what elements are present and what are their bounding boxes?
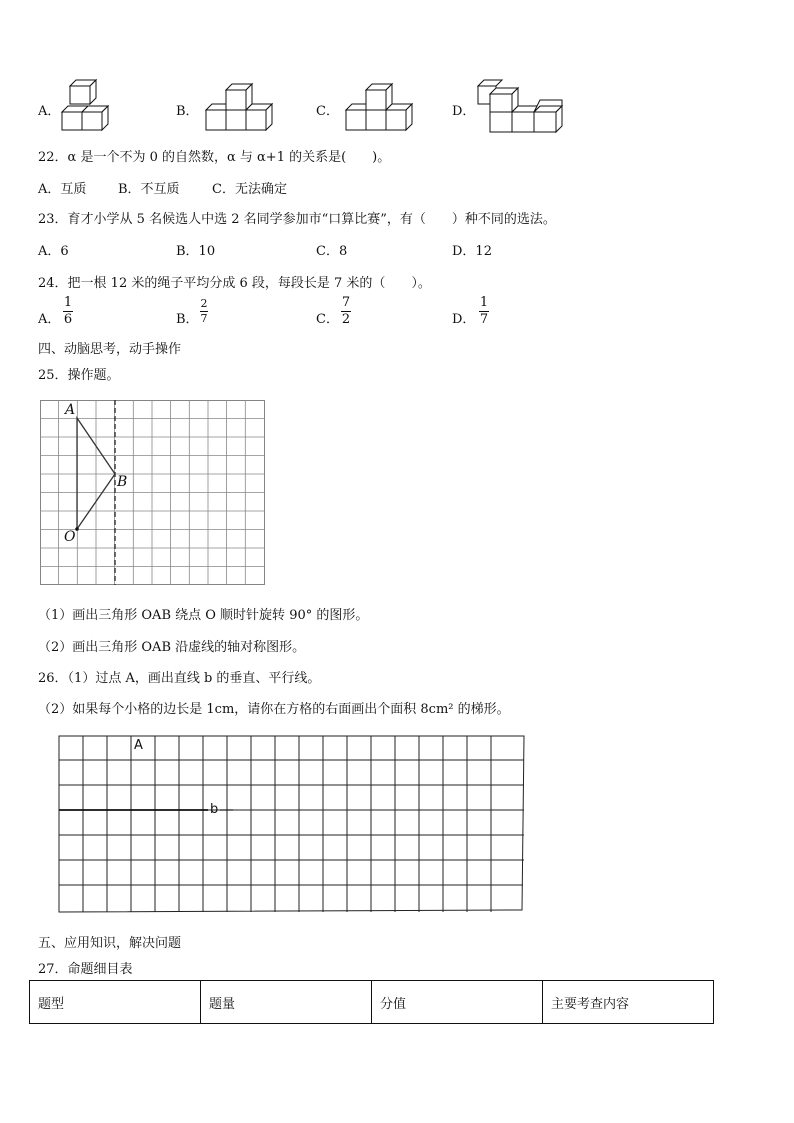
q25-sub2: （2）画出三角形 OAB 沿虚线的轴对称图形。 bbox=[38, 640, 306, 655]
q26-grid-lines bbox=[59, 736, 524, 912]
q24-option-d-label: D． bbox=[452, 312, 476, 327]
q23-option-d: D．12 bbox=[452, 244, 492, 259]
q25-grid-lines bbox=[40, 400, 265, 585]
q25-label-a: A bbox=[65, 402, 76, 418]
q23-option-a: A．6 bbox=[38, 244, 69, 259]
q24-option-a-fraction bbox=[63, 296, 73, 327]
q21-option-d-cubes bbox=[474, 78, 570, 136]
q24-option-b-label: B． bbox=[176, 312, 199, 327]
q24-option-a-label: A． bbox=[38, 312, 61, 327]
q25-label-o: O bbox=[64, 529, 76, 545]
q24-option-c-fraction bbox=[341, 296, 351, 327]
table-header-cell: 题型 bbox=[30, 981, 201, 1024]
q23-option-b: B．10 bbox=[176, 244, 216, 259]
section-four-heading: 四、动脑思考，动手操作 bbox=[38, 342, 182, 357]
denominator: 7 bbox=[479, 312, 489, 327]
denominator: 7 bbox=[200, 312, 208, 325]
q24-option-d-fraction bbox=[479, 296, 489, 327]
q23-question: 23．育才小学从 5 名候选人中选 2 名同学参加市“口算比赛”，有（ ）种不同的选法。 bbox=[38, 212, 556, 227]
q26-sub1: 26．（1）过点 A，画出直线 b 的垂直、平行线。 bbox=[38, 671, 321, 686]
q21-option-c-cubes bbox=[344, 84, 414, 134]
q21-option-b-label: B． bbox=[176, 104, 199, 119]
q24-option-c-label: C． bbox=[316, 312, 339, 327]
q23-option-c: C．8 bbox=[316, 244, 348, 259]
q22-question: 22．α 是一个不为 0 的自然数，α 与 α+1 的关系是( )。 bbox=[38, 150, 391, 165]
q21-option-a-label: A． bbox=[38, 104, 61, 119]
q21-option-c-label: C． bbox=[316, 104, 339, 119]
table-header-cell: 分值 bbox=[372, 981, 543, 1024]
table-header-cell: 主要考查内容 bbox=[543, 981, 714, 1024]
table-row bbox=[30, 981, 714, 1024]
numerator: 2 bbox=[200, 297, 208, 310]
q25-grid-figure bbox=[40, 400, 266, 586]
q26-label-a: A bbox=[134, 738, 143, 753]
q26-sub2: （2）如果每个小格的边长是 1cm，请你在方格的右面画出个面积 8cm² 的梯形。 bbox=[38, 702, 510, 717]
q24-option-b-fraction bbox=[200, 298, 208, 325]
q21-option-d-label: D． bbox=[452, 104, 476, 119]
table-header-cell: 题量 bbox=[201, 981, 372, 1024]
q21-option-b-cubes bbox=[204, 84, 274, 134]
q26-label-b: b bbox=[210, 802, 219, 817]
numerator: 7 bbox=[341, 295, 351, 310]
q26-grid-figure bbox=[58, 734, 526, 914]
numerator: 1 bbox=[63, 295, 73, 310]
section-five-heading: 五、应用知识，解决问题 bbox=[38, 936, 182, 951]
q25-point-o bbox=[75, 527, 79, 531]
q25-label-b: B bbox=[117, 474, 128, 490]
q27-detail-table bbox=[29, 980, 714, 1024]
q22-option-a: A．互质 bbox=[38, 182, 87, 197]
denominator: 6 bbox=[63, 312, 73, 327]
q22-option-b: B．不互质 bbox=[118, 182, 180, 197]
q21-option-a-cubes bbox=[60, 78, 120, 134]
q25-sub1: （1）画出三角形 OAB 绕点 O 顺时针旋转 90° 的图形。 bbox=[38, 608, 369, 623]
q24-question: 24．把一根 12 米的绳子平均分成 6 段，每段长是 7 米的（ ）。 bbox=[38, 276, 431, 291]
denominator: 2 bbox=[341, 312, 351, 327]
numerator: 1 bbox=[479, 295, 489, 310]
q22-option-c: C．无法确定 bbox=[212, 182, 287, 197]
q25-title: 25．操作题。 bbox=[38, 368, 120, 383]
q27-title: 27．命题细目表 bbox=[38, 962, 133, 977]
